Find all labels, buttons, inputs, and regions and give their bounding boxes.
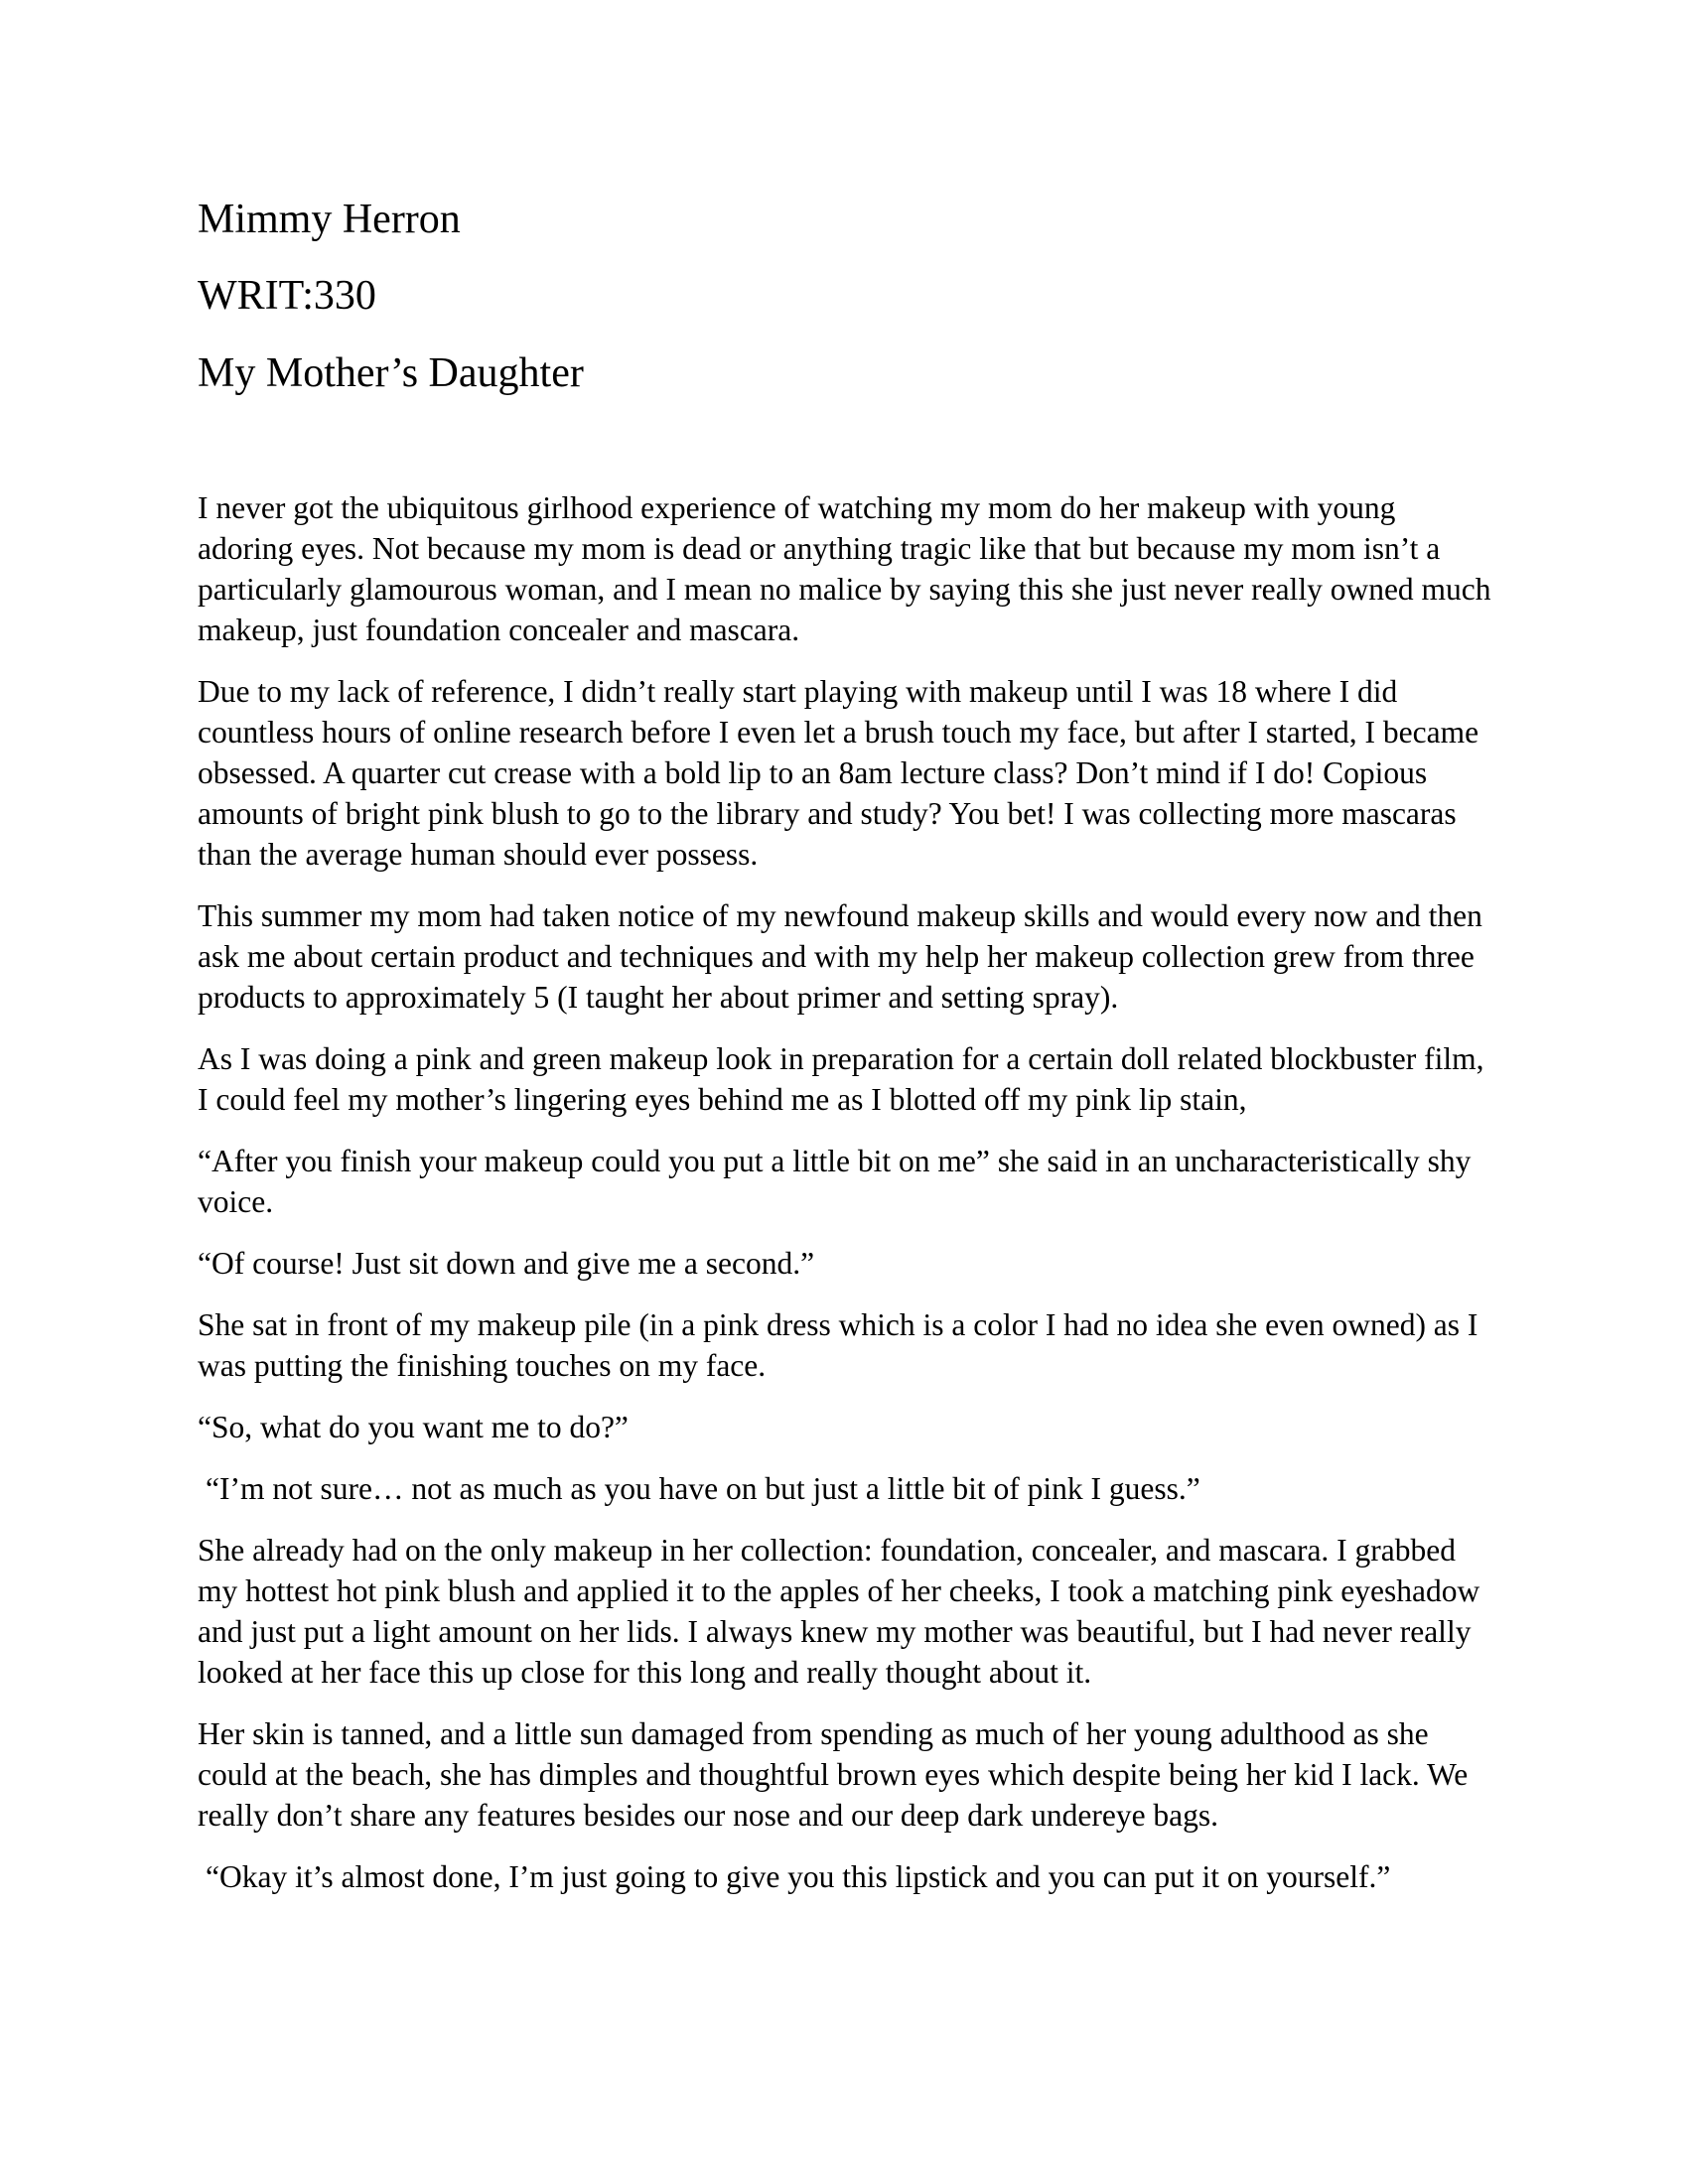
paragraph: She already had on the only makeup in her collection: foundation, concealer, and mascara. I grabbed my hottest hot pink blush and applied it to the apples of her cheeks, I took a matching pink eyeshadow and just put a light amount on her lids. I always knew my mother was beautiful, but I had never really looked at her face this up close for this long and really thought about it. [198,1533,1480,1690]
author-name: Mimmy Herron [198,197,461,242]
paragraph: “Okay it’s almost done, I’m just going to give you this lipstick and you can put it on yourself.” [206,1859,1391,1894]
paragraph: This summer my mom had taken notice of my newfound makeup skills and would every now and then ask me about certain product and techniques and with my help her makeup collection grew from three products to approximately 5 (I taught her about primer and setting spray). [198,898,1482,1015]
paragraph: “I’m not sure… not as much as you have on but just a little bit of pink I guess.” [206,1471,1200,1506]
essay-title: My Mother’s Daughter [198,349,584,396]
document-header [198,195,1488,425]
paragraph: I never got the ubiquitous girlhood experience of watching my mom do her makeup with young adoring eyes. Not because my mom is dead or anything tragic like that but because my mom isn’t a particularly glamourous woman, and I mean no malice by saying this she just never really owned much makeup, just foundation concealer and mascara. [198,490,1491,647]
essay-body [198,487,1498,1918]
paragraph: “Of course! Just sit down and give me a second.” [198,1246,815,1281]
paragraph: “After you finish your makeup could you put a little bit on me” she said in an uncharacteristically shy voice. [198,1144,1472,1219]
paragraph: Her skin is tanned, and a little sun damaged from spending as much of her young adulthood as she could at the beach, she has dimples and thoughtful brown eyes which despite being her kid I lack. We really don’t share any features besides our nose and our deep dark undereye bags. [198,1716,1469,1833]
course-code: WRIT:330 [198,273,376,320]
paragraph: Due to my lack of reference, I didn’t really start playing with makeup until I was 18 where I did countless hours of online research before I even let a brush touch my face, but after I started, I became obsessed. A quarter cut crease with a bold lip to an 8am lecture class? Don’t mind if I do! Copious amounts of bright pink blush to go to the library and study? You bet! I was collecting more mascaras than the average human should ever possess. [198,674,1479,872]
paragraph: She sat in front of my makeup pile (in a pink dress which is a color I had no idea she even owned) as I was putting the finishing touches on my face. [198,1307,1478,1383]
paragraph: “So, what do you want me to do?” [198,1410,629,1444]
paragraph: As I was doing a pink and green makeup look in preparation for a certain doll related blockbuster film, I could feel my mother’s lingering eyes behind me as I blotted off my pink lip stain, [198,1041,1484,1117]
